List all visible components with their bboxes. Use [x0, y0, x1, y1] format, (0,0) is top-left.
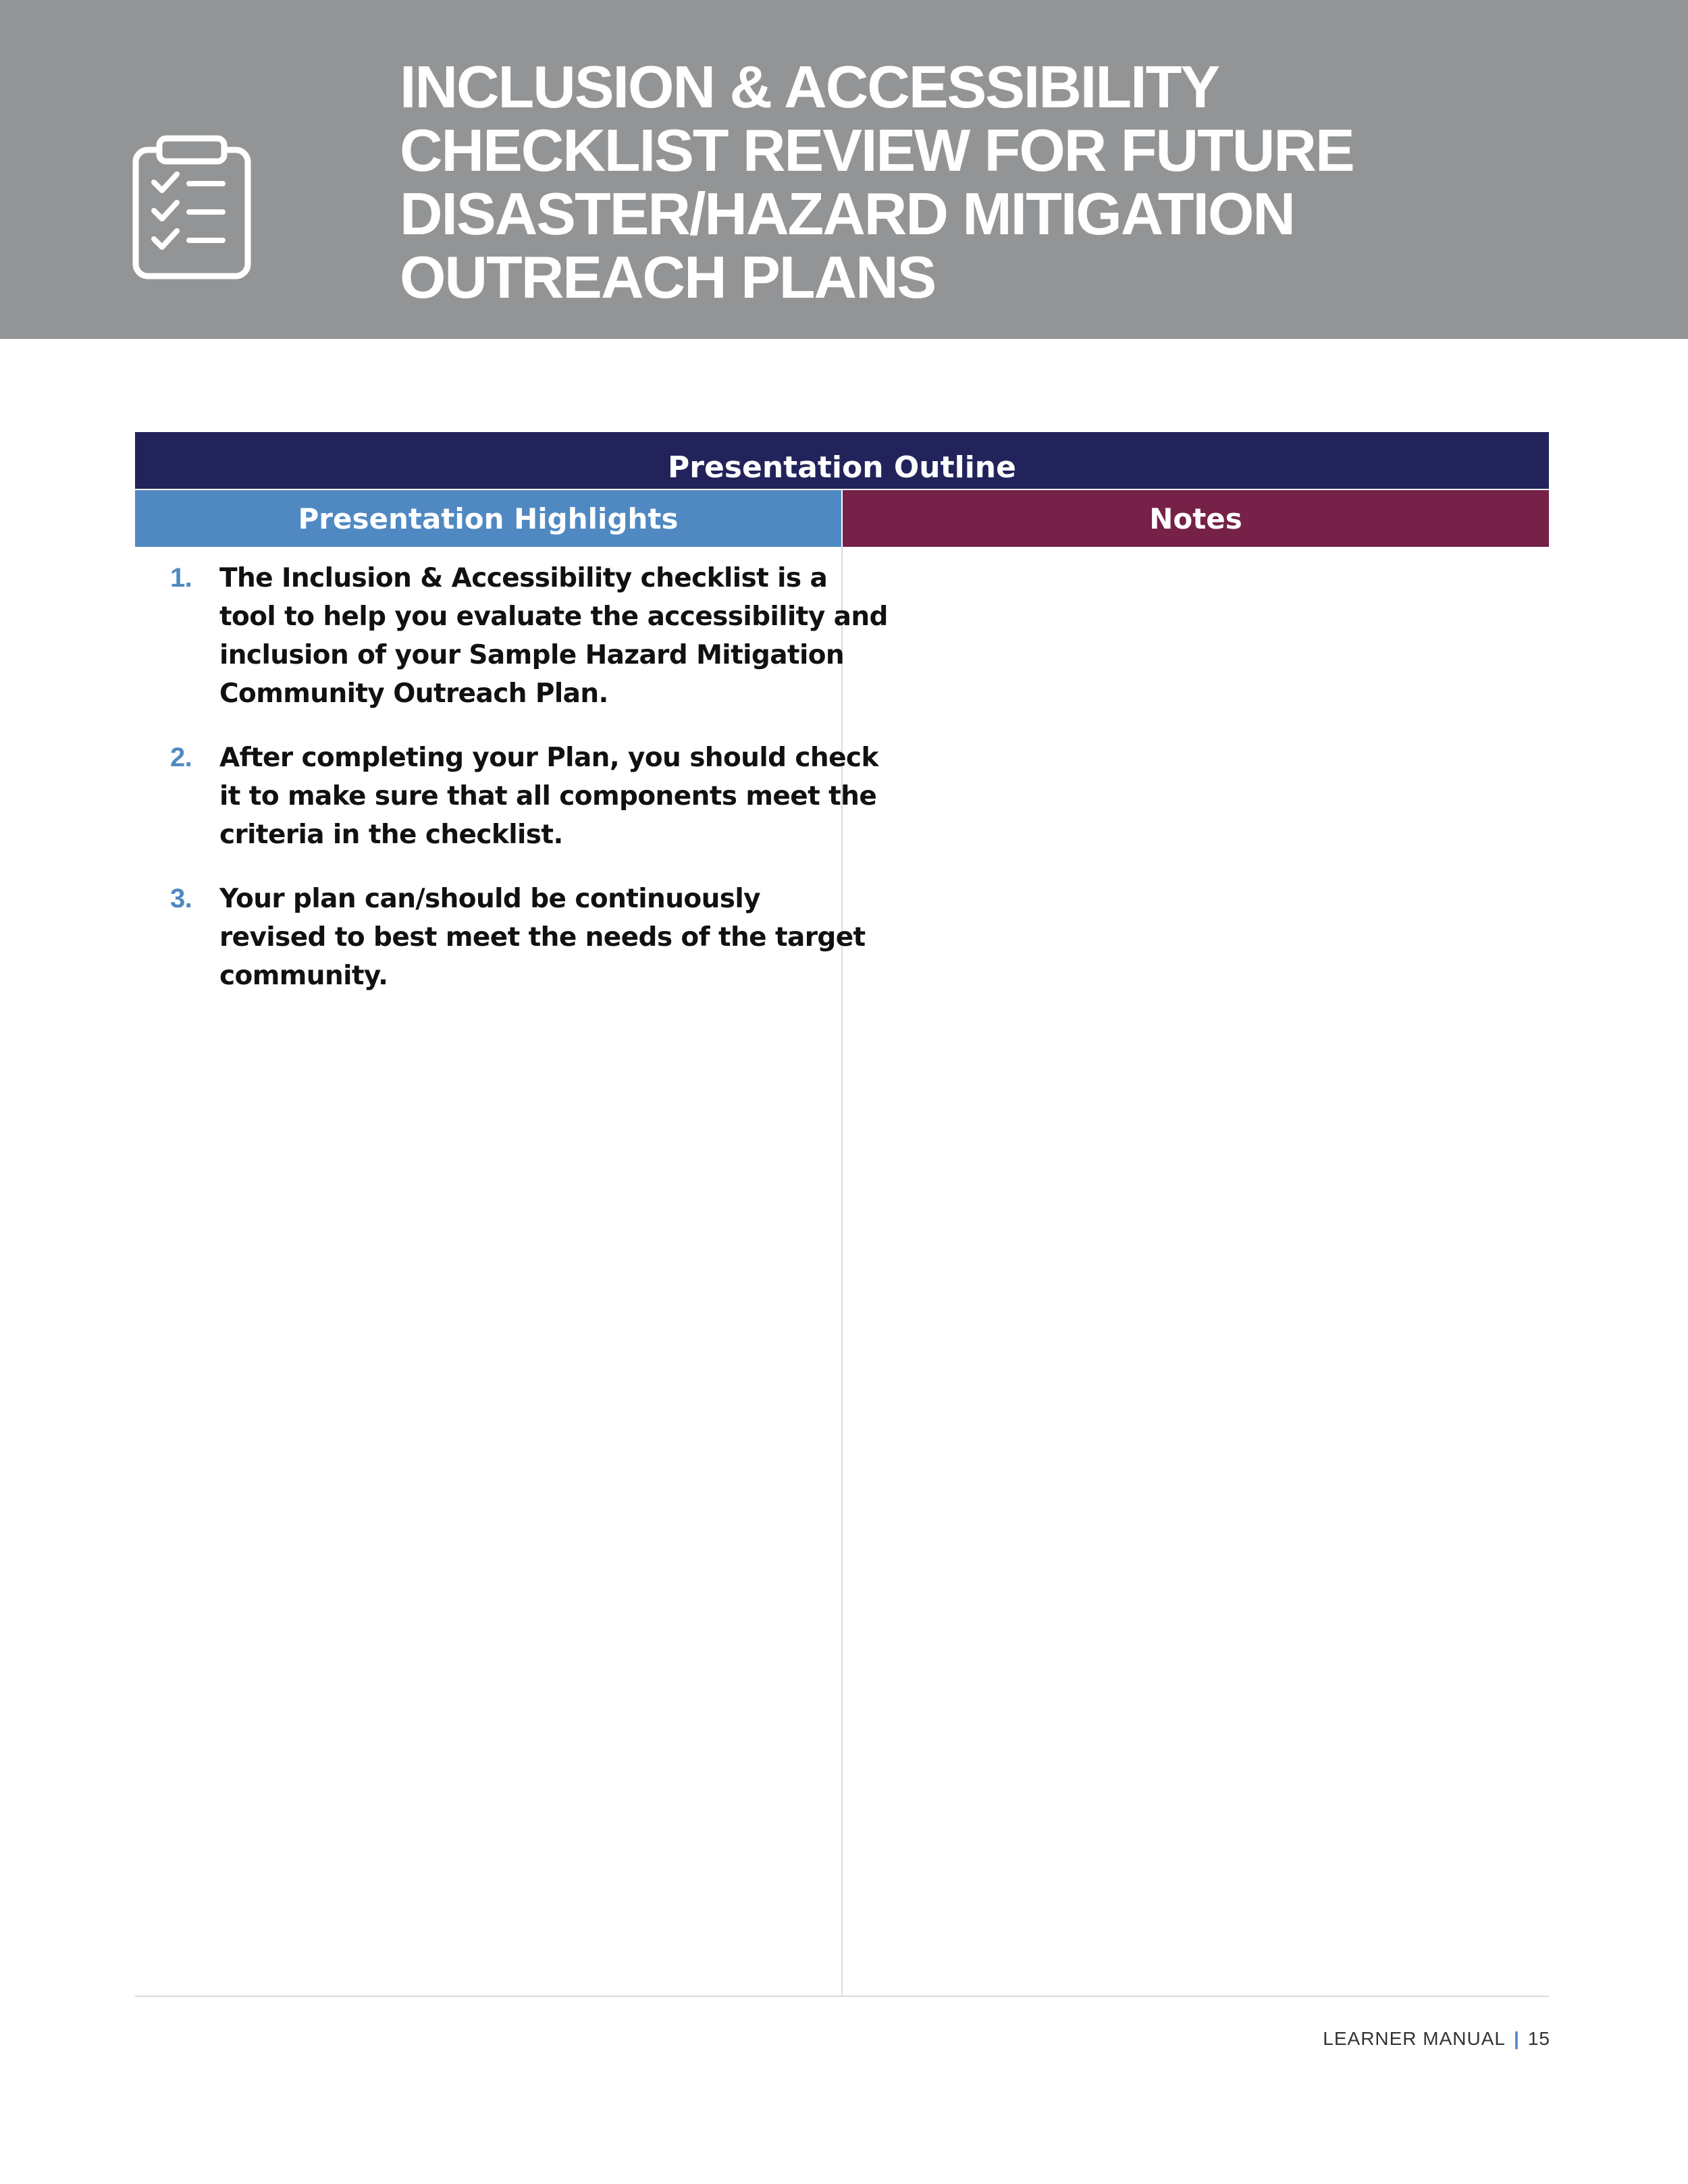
- column-header-highlights: Presentation Highlights: [135, 490, 841, 547]
- page-title-line: DISASTER/HAZARD MITIGATION: [400, 180, 1294, 247]
- list-item-line: criteria in the checklist.: [219, 820, 563, 850]
- table-bottom-rule: [135, 1996, 1549, 1997]
- list-item-number: 2.: [170, 743, 192, 772]
- notes-area[interactable]: [843, 547, 1549, 1996]
- page-title-line: INCLUSION & ACCESSIBILITY: [400, 53, 1219, 120]
- column-header-notes: Notes: [843, 490, 1549, 547]
- header-band: [0, 0, 1688, 339]
- list-item-line: revised to best meet the needs of the target: [219, 922, 866, 953]
- list-item-line: inclusion of your Sample Hazard Mitigation: [219, 640, 845, 670]
- page-title: [400, 55, 1548, 309]
- page-title-line: CHECKLIST REVIEW FOR FUTURE: [400, 117, 1354, 184]
- clipboard-checklist-icon: [132, 135, 251, 279]
- list-item-line: it to make sure that all components meet the: [219, 781, 877, 811]
- footer-label: LEARNER MANUAL: [1323, 2028, 1506, 2049]
- list-item-number: 3.: [170, 884, 192, 913]
- list-item-line: community.: [219, 961, 388, 991]
- page-title-line: OUTREACH PLANS: [400, 244, 936, 311]
- list-item-line: Community Outreach Plan.: [219, 678, 608, 709]
- list-item-number: 1.: [170, 563, 192, 593]
- list-item-line: The Inclusion & Accessibility checklist is a: [219, 563, 828, 593]
- page-number: 15: [1527, 2028, 1550, 2049]
- footer-separator: |: [1514, 2028, 1520, 2049]
- page-footer: [1323, 2028, 1550, 2050]
- highlights-list: [135, 559, 912, 1021]
- list-item-line: After completing your Plan, you should check: [219, 743, 878, 773]
- list-item-line: Your plan can/should be continuously: [219, 884, 760, 914]
- list-item: [135, 559, 912, 713]
- list-item: [135, 880, 912, 995]
- list-item-line: tool to help you evaluate the accessibility and: [219, 602, 888, 632]
- list-item: [135, 739, 912, 854]
- table-title: Presentation Outline: [135, 432, 1549, 489]
